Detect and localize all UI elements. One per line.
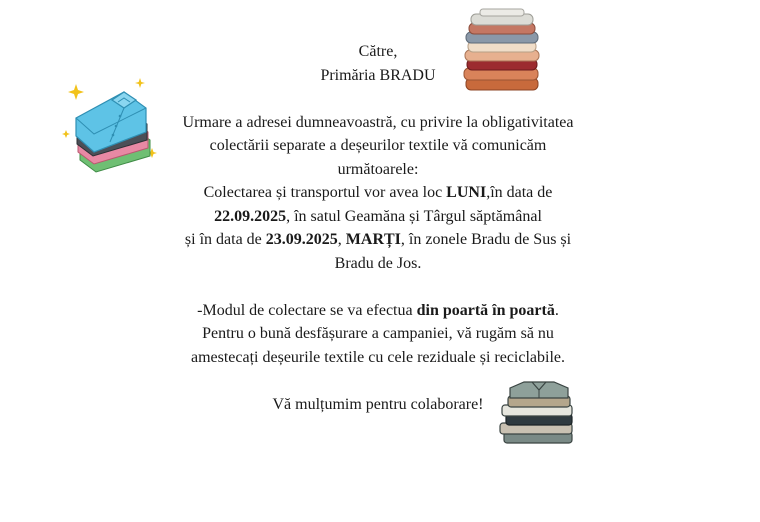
collection-date-2: 23.09.2025 <box>265 231 338 248</box>
method-text: . <box>554 301 559 319</box>
intro-line: următoarele: <box>337 160 419 178</box>
schedule-text: Colectarea și transportul vor avea loc <box>203 184 447 201</box>
schedule-text: ,în data de <box>486 184 553 201</box>
collection-day-1: LUNI <box>446 184 487 201</box>
method-line: amestecați deșeurile textile cu cele reziduale și reciclabile. <box>190 348 565 366</box>
collection-date-1: 22.09.2025 <box>214 207 287 225</box>
schedule-text: și în data de <box>184 231 266 248</box>
spacer <box>100 369 656 393</box>
method-line: Pentru o bună desfășurare a campaniei, vă rugăm să nu <box>202 325 554 342</box>
recipient: Primăria BRADU <box>320 66 436 84</box>
intro-line: colectării separate a deșeurilor textile vă comunicăm <box>209 137 547 154</box>
method-text: -Modul de colectare se va efectua <box>197 301 417 319</box>
schedule-line: Bradu de Jos. <box>334 254 422 272</box>
schedule-line <box>100 181 656 205</box>
schedule-line <box>100 205 656 229</box>
letter-body <box>100 40 656 416</box>
schedule-text: , în zonele Bradu de Sus și <box>400 231 572 248</box>
method-line <box>100 299 656 323</box>
intro-line: Urmare a adresei dumneavoastră, cu privire la obligativitatea <box>182 113 574 131</box>
spacer <box>100 275 656 299</box>
closing-line: Vă mulțumim pentru colaborare! <box>272 395 484 413</box>
schedule-text: , în satul Geamăna și Târgul săptămânal <box>286 207 542 225</box>
collection-day-2: MARȚI <box>345 231 401 248</box>
salutation: Către, <box>358 43 398 60</box>
collection-method: din poartă în poartă <box>416 301 555 319</box>
schedule-text: , <box>337 231 346 248</box>
spacer <box>100 87 656 111</box>
schedule-line <box>100 228 656 252</box>
